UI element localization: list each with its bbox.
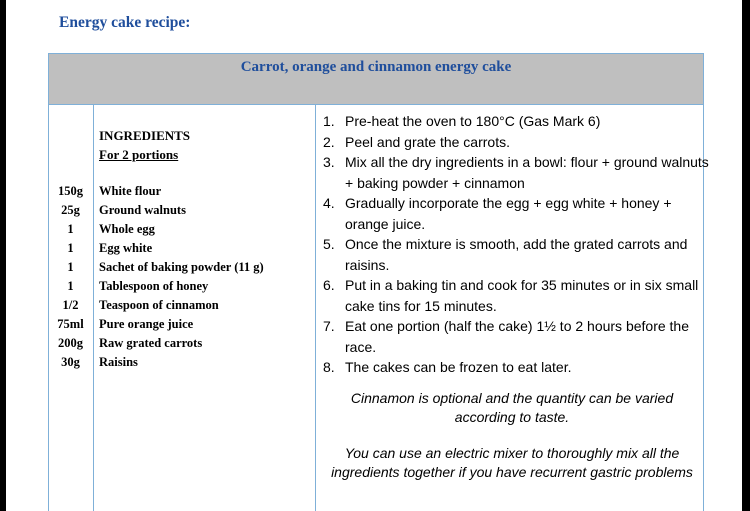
ingredient-quantity: 1 — [67, 279, 74, 293]
step-number: 1. — [323, 113, 335, 129]
method-step — [323, 152, 713, 193]
ingredient-name: Raisins — [99, 355, 138, 369]
method-steps — [323, 111, 713, 378]
ingredient-name: Sachet of baking powder (11 g) — [99, 260, 264, 274]
recipe-table — [48, 53, 709, 511]
ingredient-quantity: 25g — [61, 203, 80, 217]
ingredient-name: Tablespoon of honey — [99, 279, 209, 293]
step-text: Peel and grate the carrots. — [345, 133, 510, 150]
ingredient-quantity: 200g — [58, 336, 83, 350]
method-step — [323, 357, 713, 378]
step-number: 7. — [323, 318, 335, 334]
ingredient-quantity: 1 — [67, 260, 74, 274]
ingredient-name: Ground walnuts — [99, 203, 186, 217]
step-number: 5. — [323, 236, 335, 252]
ingredients-column-divider — [315, 104, 316, 511]
method-step — [323, 316, 713, 357]
cinnamon-note: Cinnamon is optional and the quantity can be varied according to taste. — [350, 390, 674, 425]
ingredient-quantity: 75ml — [57, 317, 84, 331]
portions-label: For 2 portions — [99, 147, 179, 162]
ingredient-name: White flour — [99, 184, 162, 198]
step-number: 4. — [323, 195, 335, 211]
ingredient-quantity: 150g — [58, 184, 83, 198]
document-title: Energy cake recipe: — [59, 14, 191, 31]
ingredient-name: Teaspoon of cinnamon — [99, 298, 219, 312]
step-text: Once the mixture is smooth, add the grated carrots and raisins. — [345, 236, 688, 273]
document-page — [6, 0, 742, 511]
method-step — [323, 234, 713, 275]
ingredient-quantity: 30g — [61, 355, 80, 369]
step-number: 8. — [323, 359, 335, 375]
ingredient-name: Whole egg — [99, 222, 155, 236]
ingredient-quantity: 1 — [67, 241, 74, 255]
ingredient-name: Pure orange juice — [99, 317, 194, 331]
step-text: Put in a baking tin and cook for 35 minutes or in six small cake tins for 15 minutes. — [345, 277, 699, 314]
method-step — [323, 275, 713, 316]
ingredients-heading: INGREDIENTS — [99, 128, 191, 143]
method-step — [323, 193, 713, 234]
step-text: Pre-heat the oven to 180°C (Gas Mark 6) — [345, 113, 601, 129]
step-text: Gradually incorporate the egg + egg white + honey + orange juice. — [345, 195, 672, 232]
recipe-title: Carrot, orange and cinnamon energy cake — [240, 59, 512, 75]
mixer-note: You can use an electric mixer to thoroughly mix all the ingredients together if you have recurrent gastric problems — [331, 445, 693, 480]
ingredient-quantity: 1 — [67, 222, 74, 236]
ingredient-quantity: 1/2 — [62, 298, 79, 312]
ingredient-name: Raw grated carrots — [99, 336, 203, 350]
step-text: The cakes can be frozen to eat later. — [345, 359, 572, 375]
method-step — [323, 111, 713, 132]
quantity-column-divider — [93, 104, 94, 511]
method-step — [323, 132, 713, 153]
step-number: 6. — [323, 277, 335, 293]
table-header — [49, 54, 703, 105]
step-number: 3. — [323, 154, 335, 170]
step-text: Eat one portion (half the cake) 1½ to 2 hours before the race. — [345, 318, 689, 355]
step-number: 2. — [323, 133, 335, 150]
ingredient-name: Egg white — [99, 241, 153, 255]
step-text: Mix all the dry ingredients in a bowl: flour + ground walnuts + baking powder + cinnamon — [345, 154, 709, 191]
